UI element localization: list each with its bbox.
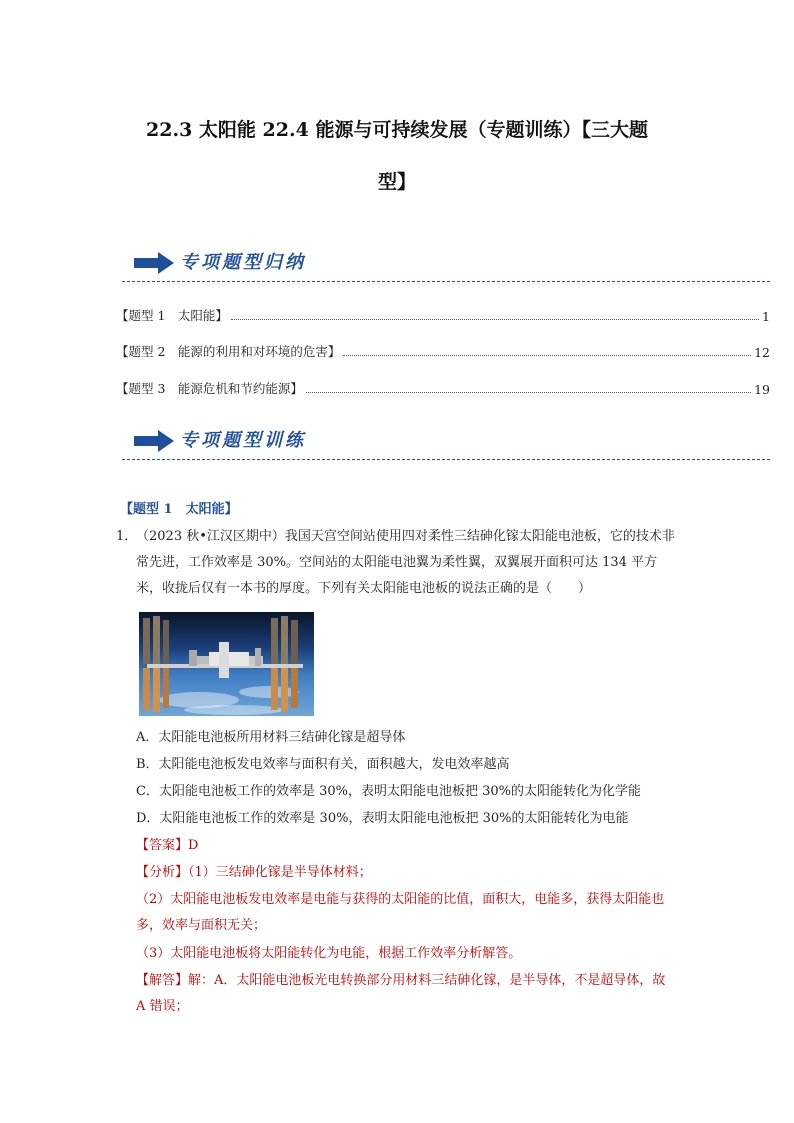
answer-label: 【答案】	[136, 838, 189, 853]
toc-item[interactable]	[116, 379, 770, 397]
answer-line	[136, 833, 676, 859]
category-heading: 【题型 1 太阳能】	[120, 502, 238, 517]
page-title-line1: 22.3 太阳能 22.4 能源与可持续发展（专题训练）【三大题	[146, 119, 648, 141]
page-title-line2: 型】	[377, 171, 416, 193]
summary-banner	[122, 244, 770, 284]
toc-item-page: 1	[762, 309, 770, 324]
toc-item[interactable]	[116, 306, 770, 324]
training-banner	[122, 422, 770, 462]
toc-item-page: 12	[754, 345, 770, 360]
toc-item-page: 19	[754, 382, 770, 397]
question-1	[116, 524, 676, 604]
answer-value: D	[188, 838, 199, 853]
toc-item-label: 【题型 1 太阳能】	[116, 308, 228, 323]
banner-divider	[122, 281, 770, 282]
analysis-point-3: （3）太阳能电池板将太阳能转化为电能，根据工作效率分析解答。	[136, 946, 522, 961]
summary-banner-text: 专项题型归纳	[180, 252, 306, 273]
arrow-right-icon	[134, 252, 174, 274]
question-text: （2023 秋•江汉区期中）我国天宫空间站使用四对柔性三结砷化镓太阳能电池板，它的技术非常先进，工作效率是 30%。空间站的太阳能电池翼为柔性翼，双翼展开面积可达 134 平方米，收拢后仅有一本书的厚度。下列有关太阳能电池板的说法正确的是（ ）	[136, 529, 675, 596]
option-c: C．太阳能电池板工作的效率是 30%，表明太阳能电池板把 30%的太阳能转化为化学能	[136, 784, 642, 799]
solution-line	[136, 968, 676, 1020]
question-number: 1．	[116, 529, 138, 544]
toc-leader	[231, 318, 759, 320]
banner-divider	[122, 459, 770, 460]
solution-text: 解：A．太阳能电池板光电转换部分用材料三结砷化镓，是半导体，不是超导体，故 A 错误；	[136, 973, 666, 1014]
analysis-line-1	[136, 860, 676, 886]
training-banner-text: 专项题型训练	[180, 430, 306, 451]
option-b: B．太阳能电池板发电效率与面积有关，面积越大，发电效率越高	[136, 757, 510, 772]
space-station-image	[139, 612, 314, 716]
option-d: D．太阳能电池板工作的效率是 30%，表明太阳能电池板把 30%的太阳能转化为电能	[136, 811, 629, 826]
toc-item-label: 【题型 3 能源危机和节约能源】	[116, 381, 303, 396]
toc-leader	[343, 354, 751, 356]
toc-leader	[306, 391, 751, 393]
analysis-point-1: （1）三结砷化镓是半导体材料；	[188, 865, 372, 880]
toc-item[interactable]	[116, 342, 770, 360]
toc-item-label: 【题型 2 能源的利用和对环境的危害】	[116, 344, 341, 359]
solution-label: 【解答】	[136, 973, 189, 988]
option-a: A．太阳能电池板所用材料三结砷化镓是超导体	[136, 730, 406, 745]
page-title	[100, 104, 694, 208]
analysis-point-2: （2）太阳能电池板发电效率是电能与获得的太阳能的比值，面积大，电能多，获得太阳能也多，效率与面积无关；	[136, 892, 665, 933]
analysis-label: 【分析】	[136, 865, 189, 880]
arrow-right-icon	[134, 430, 174, 452]
